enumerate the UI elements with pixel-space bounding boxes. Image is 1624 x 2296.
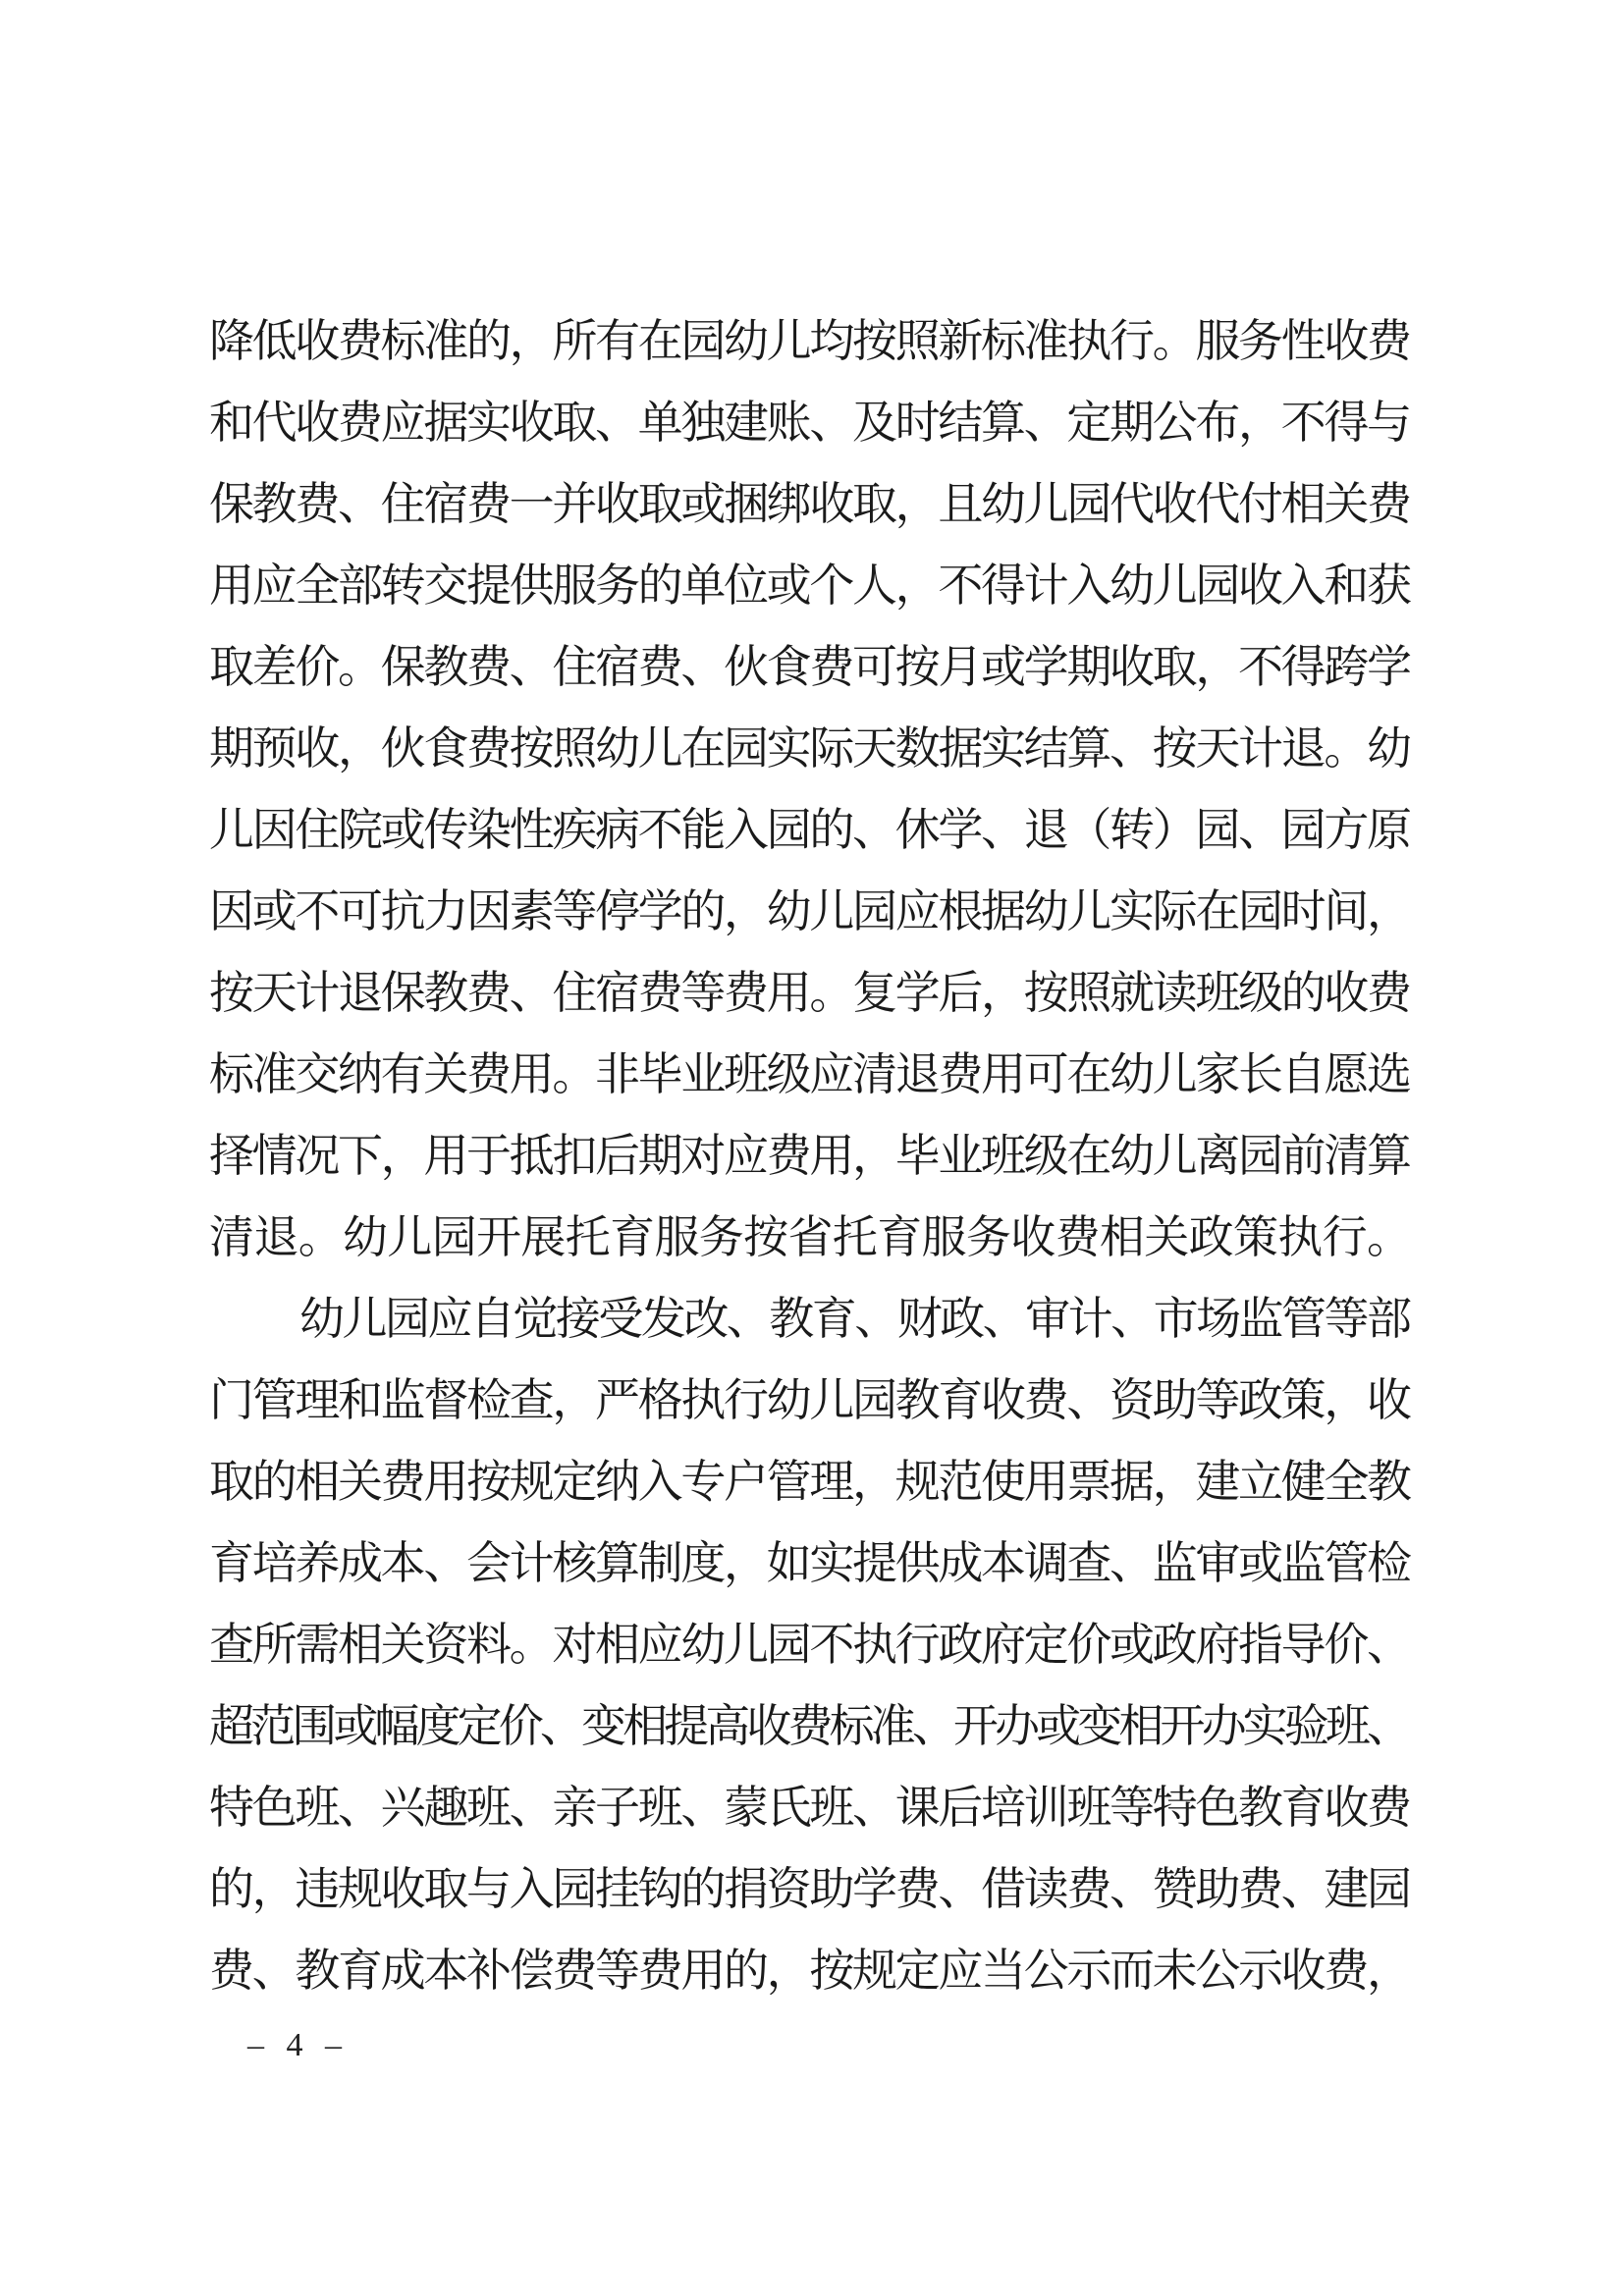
text-line-content: 取的相关费用按规定纳入专户管理，规范使用票据，建立健全教 xyxy=(209,1457,1410,1507)
text-line-content: 儿因住院或传染性疾病不能入园的、休学、退（转）园、园方原 xyxy=(209,805,1410,855)
text-line xyxy=(209,1767,1412,1848)
text-line xyxy=(209,626,1412,708)
page-number: – 4 – xyxy=(247,2027,349,2063)
text-line-content: 降低收费标准的，所有在园幼儿均按照新标准执行。服务性收费 xyxy=(209,316,1410,366)
text-line-content: 因或不可抗力因素等停学的，幼儿园应根据幼儿实际在园时间， xyxy=(209,886,1410,936)
text-line xyxy=(209,952,1412,1034)
text-line-content: 择情况下，用于抵扣后期对应费用，毕业班级在幼儿离园前清算 xyxy=(209,1131,1410,1181)
text-line xyxy=(209,1197,1412,1278)
text-line-content: 按天计退保教费、住宿费等费用。复学后，按照就读班级的收费 xyxy=(209,968,1410,1018)
text-line-content: 期预收，伙食费按照幼儿在园实际天数据实结算、按天计退。幼 xyxy=(209,723,1410,774)
text-line xyxy=(209,1115,1412,1197)
text-line-content: 清退。幼儿园开展托育服务按省托育服务收费相关政策执行。 xyxy=(209,1212,1412,1262)
text-line xyxy=(209,300,1412,382)
text-line xyxy=(209,1522,1412,1604)
text-line-content: 费、教育成本补偿费等费用的，按规定应当公示而未公示收费， xyxy=(209,1946,1410,1996)
text-line-content: 育培养成本、会计核算制度，如实提供成本调查、监审或监管检 xyxy=(209,1538,1410,1588)
text-line-content: 和代收费应据实收取、单独建账、及时结算、定期公布，不得与 xyxy=(209,398,1410,448)
text-line xyxy=(209,789,1412,871)
text-line xyxy=(209,1441,1412,1522)
text-line xyxy=(209,708,1412,789)
text-line-content: 查所需相关资料。对相应幼儿园不执行政府定价或政府指导价、 xyxy=(209,1620,1410,1670)
text-line-content: 标准交纳有关费用。非毕业班级应清退费用可在幼儿家长自愿选 xyxy=(209,1049,1410,1099)
text-line xyxy=(209,1034,1412,1115)
text-line-content: 门管理和监督检查，严格执行幼儿园教育收费、资助等政策，收 xyxy=(209,1375,1410,1425)
text-line xyxy=(209,545,1412,626)
text-line-content: 特色班、兴趣班、亲子班、蒙氏班、课后培训班等特色教育收费 xyxy=(209,1783,1410,1833)
text-line xyxy=(209,382,1412,463)
text-line-content: 的，违规收取与入园挂钩的捐资助学费、借读费、赞助费、建园 xyxy=(209,1864,1410,1914)
text-line xyxy=(209,1685,1412,1767)
text-line xyxy=(209,1360,1412,1441)
text-line-content: 用应全部转交提供服务的单位或个人，不得计入幼儿园收入和获 xyxy=(209,561,1410,611)
text-line-content: 幼儿园应自觉接受发改、教育、财政、审计、市场监管等部 xyxy=(299,1294,1410,1344)
text-line xyxy=(209,1604,1412,1685)
text-line xyxy=(209,871,1412,952)
text-line xyxy=(209,1848,1412,1930)
text-line-content: 取差价。保教费、住宿费、伙食费可按月或学期收取，不得跨学 xyxy=(209,642,1410,692)
text-line xyxy=(209,1930,1412,2011)
text-line xyxy=(209,1278,1412,1360)
document-body xyxy=(209,300,1412,2011)
text-line-content: 保教费、住宿费一并收取或捆绑收取，且幼儿园代收代付相关费 xyxy=(209,479,1410,529)
text-line xyxy=(209,463,1412,545)
text-line-content: 超范围或幅度定价、变相提高收费标准、开办或变相开办实验班、 xyxy=(209,1701,1409,1751)
